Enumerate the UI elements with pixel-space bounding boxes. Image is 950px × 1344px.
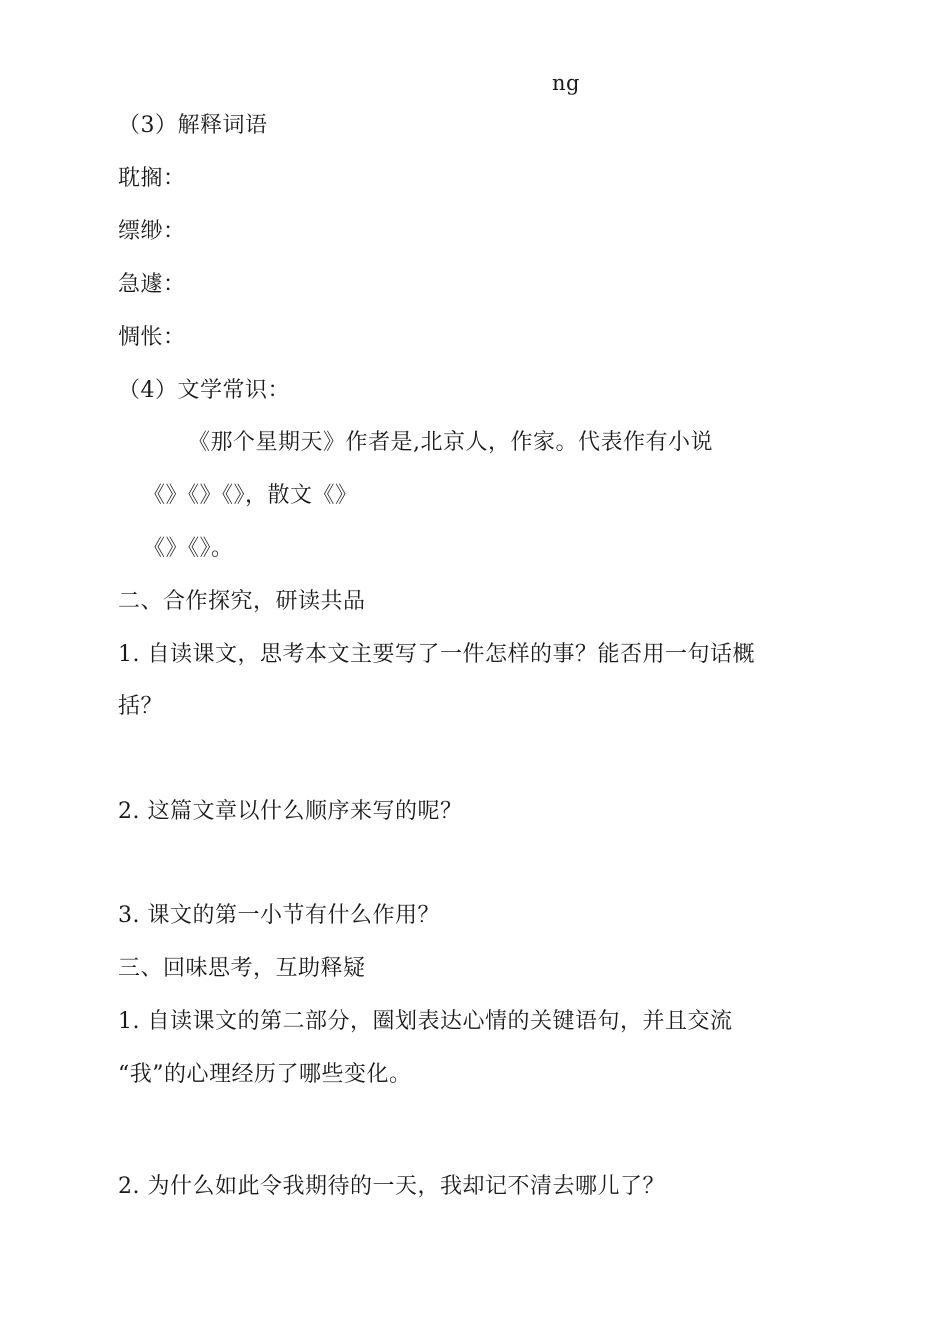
part-3-heading: 三、回味思考，互助释疑 [118, 956, 366, 981]
question-2-3: 3. 课文的第一小节有什么作用？ [118, 903, 440, 928]
question-3-1-line-1: 1. 自读课文的第二部分，圈划表达心情的关键语句，并且交流 [118, 1009, 733, 1034]
section-3-heading: （3）解释词语 [118, 113, 268, 138]
literature-line-2: 《》《》《》，散文《》 [143, 483, 358, 508]
question-3-1-line-2: “我”的心理经历了哪些变化。 [118, 1062, 412, 1087]
literature-line-1: 《那个星期天》作者是,北京人，作家。代表作有小说 [188, 430, 713, 455]
vocab-item-3: 急遽： [118, 272, 186, 297]
vocab-item-1: 耽搁： [118, 166, 186, 191]
pinyin-fragment: ng [552, 71, 580, 95]
question-3-2: 2. 为什么如此令我期待的一天，我却记不清去哪儿了？ [118, 1174, 665, 1199]
section-4-heading: （4）文学常识： [118, 378, 290, 403]
question-2-1-line-1: 1. 自读课文，思考本文主要写了一件怎样的事？能否用一句话概 [118, 642, 755, 667]
literature-line-3: 《》《》。 [143, 536, 234, 561]
part-2-heading: 二、合作探究，研读共品 [118, 589, 366, 614]
vocab-item-4: 惆怅： [118, 325, 186, 350]
question-2-1-line-2: 括？ [118, 694, 164, 719]
vocab-item-2: 缥缈： [118, 219, 186, 244]
question-2-2: 2. 这篇文章以什么顺序来写的呢？ [118, 799, 463, 824]
